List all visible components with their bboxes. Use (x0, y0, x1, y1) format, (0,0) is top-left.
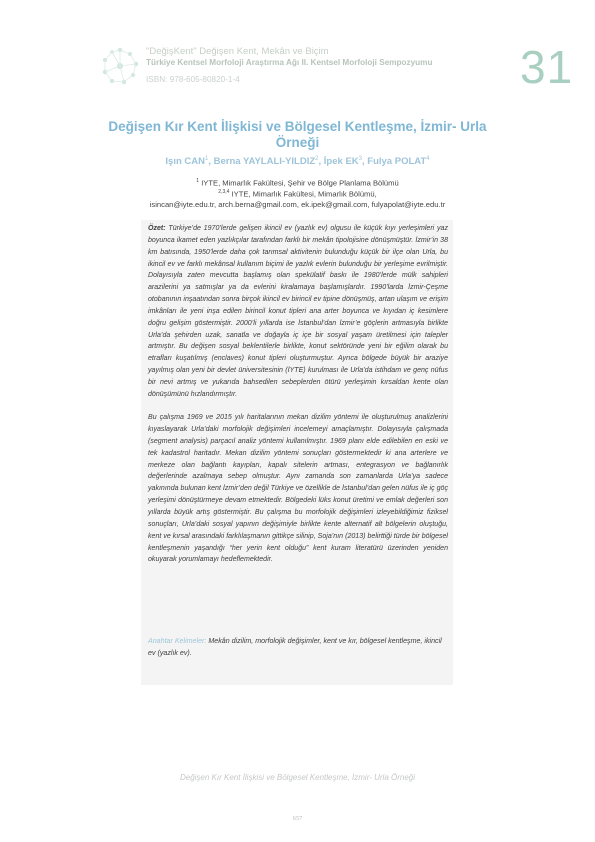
abstract-text-1: Türkiye’de 1970’lerde gelişen ikincil ev (yazlık ev) olgusu ile küçük kıyı yerleşimleri yaz boyunca ikamet eden yazlıkçılar tarafından farklı bir mekân tipolojisine dönüşmüştür. İzmir’in 38 km batısında, 1950’lerde daha çok tarımsal aktivitenin bulunduğu küçük bir ilçe olan Urla, bu ikincil ev ve farklı mekânsal kullanım biçimi ile yazlık evlerin bulunduğu bir yerleşime evrilmiştir. Dolayısıyla zaten mevcutta başlamış olan spekülatif baskı ile 1980’lerde mülk sahipleri arazilerini ya satmışlar ya da evlerini kiralamaya başlamışlardır. 1990’larda İzmir-Çeşme otobanının inşaatından sonra birçok ikincil ev birincil ev tipine dönüşmüş, artan ulaşım ve erişim imkânları ile yeni inşa edilen birincil konut tipleri ana arter boyunca ve kıyıdan iç kesimlere doğru gelişim göstermiştir. 2000’li yıllarda ise İstanbul’dan İzmir’e göçlerin artmasıyla birlikte Urla’da şehirden uzak, sanatla ve doğayla iç içe bir sosyal yaşam üretilmesi için talepler artmıştır. Bu değişen sosyal beklentilerle birlikte, konut sektöründe yeni bir eğilim olarak bu etrafları kuşatılmış (enclaves) konut tipleri oluşturmuştur. Ayrıca bölgede büyük bir araziye yayılmış olan yeni bir devlet üniversitesinin (İYTE) kurulması ile Urla’da istihdam ve genç nüfus bir nevi artmış ve yukarıda bahsedilen sebeplerden ötürü yerleşimin kırsaldan kente olan dönüşümünü hızlandırmıştır. (148, 225, 448, 398)
isbn: ISBN: 978-605-80820-1-4 (146, 75, 240, 84)
author-sup: 1 (205, 156, 209, 162)
series-title: "DeğişKent" Değişen Kent, Mekân ve Biçim (146, 46, 329, 57)
affiliation-text: IYTE, Mimarlık Fakültesi, Mimarlık Bölümü, (231, 189, 377, 199)
author-name: Fulya POLAT (367, 156, 427, 168)
author-list: Işın CAN$^1$, Berna YAYLALI-YILDIZ$^2$, İpek $EK^3$, Fulya POLAT$^4$ (165, 156, 430, 168)
author-name: Berna YAYLALI-YILDIZ (213, 156, 316, 168)
keywords-text: Mekân dizilim, morfolojik değişimler, kent ve kır, bölgesel kentleşme, ikincil ev (yazlık ev). (148, 637, 442, 657)
author-name: Işın CAN (165, 156, 205, 168)
chapter-number: 31 (520, 41, 574, 93)
abstract-paragraph-2: Bu çalışma 1969 ve 2015 yılı haritalarının mekan dizilim yöntemi ile oluşturulmuş analizlerini kıyaslayarak Urla’daki morfolojik değişimleri incelemeyi amaçlamıştır. Dolayısıyla çalışmada (segment analysis) parçacıl analiz yöntemi kullanılmıştır. 1969 planı elde edilebilen en eski ve tek kadastrol haritadır. Mekan dizilim yöntemi sonuçları göstermektedir ki ana arterlere ve merkeze olan bağlantı kayıpları, kapalı sitelerin artması, entegrasyon ve bağlanırlık değerlerinde azalmaya sebep olmuştur. Aynı zamanda son zamanlarda Urla’ya sadece yakınında bulunan kent İzmir’den değil Türkiye ve özellikle de İstanbul’dan gelen nüfus ile iç göç yerleşimi dönüştürmeye devam etmektedir. Bölgedeki lüks konut üretimi ve emlak değerleri son yıllarda büyük artış göstermiştir. Bu çalışma bu morfolojik değişimleri izleyebildiğimiz fiziksel sonuçları, Urla’daki sosyal yapının değişimiyle birlikte kente alternatif alt bölgelerin oluştuğu, kent ve kırsal arasındaki farklılaşmanın gittikçe silinip, Soja’nın (2013) belirttiği türde bir bölgesel kentleşmenin yaşandığı “her yerin kent olduğu” kent kuram literatürü üzerinden yeniden okuyarak yorumlamayı hedeflemektedir. (148, 414, 448, 564)
abstract-label: Özet: (148, 225, 166, 232)
author-name: İpek EK (323, 156, 359, 168)
author-sup: 2 (315, 156, 319, 162)
series-subtitle: Türkiye Kentsel Morfoloji Araştırma Ağı II. Kentsel Morfoloji Sempozyumu (146, 58, 433, 67)
affiliation-sup: 1 (196, 178, 200, 184)
abstract (148, 223, 448, 578)
paper-title: Değişen Kır Kent İlişkisi ve Bölgesel Kentleşme, İzmir- Urla Örneği (108, 119, 487, 150)
keywords (148, 636, 446, 659)
abstract-paragraph-1 (148, 223, 448, 401)
author-emails: isincan@iyte.edu.tr, arch.berna@gmail.com, ek.ipek@gmail.com, fulyapolat@iyte.edu.tr (149, 200, 446, 209)
affiliation-text: IYTE, Mimarlık Fakültesi, Şehir ve Bölge Planlama Bölümü (201, 178, 399, 188)
keywords-label: Anahtar Kelimeler: (148, 637, 207, 645)
affiliation-2 (60, 189, 535, 199)
affiliation-1 (60, 178, 535, 188)
page-number: 657 (292, 815, 303, 822)
symposium-logo (98, 44, 142, 88)
affiliation-sup: 2,3,4 (218, 189, 230, 195)
running-footer-title: Değişen Kır Kent İlişkisi ve Bölgesel Kentleşme, İzmir- Urla Örneği (179, 773, 416, 782)
author-sup: 3 (358, 156, 362, 162)
author-sup: 4 (426, 156, 430, 162)
